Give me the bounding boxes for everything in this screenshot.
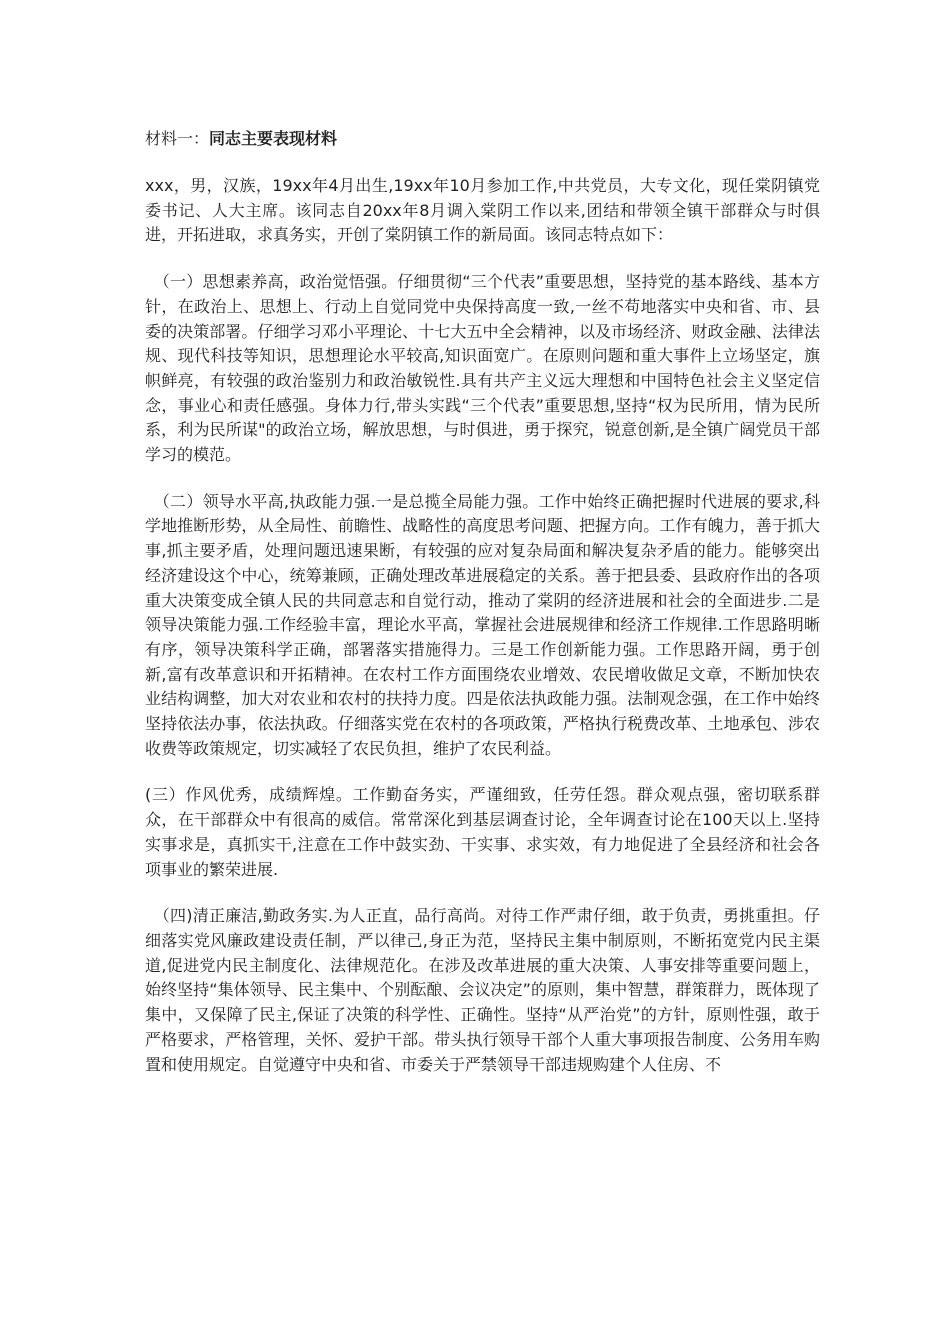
title-prefix: 材料一：: [145, 129, 210, 148]
section-four-paragraph: （四)清正廉洁,勤政务实.为人正直，品行高尚。对待工作严肃仔细，敢于负责，勇挑重担。仔细落实党风廉政建设责任制，严以律己,身正为范，坚持民主集中制原则，不断拓宽党内民主渠道,促进党内民主制度化、法律规范化。在涉及改革进展的重大决策、人事安排等重要问题上，始终坚持“集体领导、民主集中、个别酝酿、会议决定”的原则，集中智慧，群策群力，既体现了集中，又保障了民主,保证了决策的科学性、正确性。坚持“从严治党”的方针，原则性强，敢于严格要求，严格管理，关怀、爱护干部。带头执行领导干部个人重大事项报告制度、公务用车购置和使用规定。自觉遵守中央和省、市委关于严禁领导干部违规购建个人住房、不: [145, 906, 820, 1074]
title-main: 同志主要表现材料: [209, 129, 338, 148]
section-two-paragraph: （二）领导水平高,执政能力强.一是总揽全局能力强。工作中始终正确把握时代进展的要求,科学地推断形势，从全局性、前瞻性、战略性的高度思考问题、把握方向。工作有魄力，善于抓大事,抓主要矛盾，处理问题迅速果断，有较强的应对复杂局面和解决复杂矛盾的能力。能够突出经济建设这个中心，统筹兼顾，正确处理改革进展稳定的关系。善于把县委、县政府作出的各项重大决策变成全镇人民的共同意志和自觉行动，推动了棠阴的经济进展和社会的全面进步.二是领导决策能力强.工作经验丰富，理论水平高，掌握社会进展规律和经济工作规律.工作思路明晰有序，领导决策科学正确，部署落实措施得力。三是工作创新能力强。工作思路开阔，勇于创新,富有改革意识和开拓精神。在农村工作方面围绕农业增效、农民增收做足文章，不断加快农业结构调整，加大对农业和农村的扶持力度。四是依法执政能力强。法制观念强，在工作中始终坚持依法办事，依法执政。仔细落实党在农村的各项政策，严格执行税费改革、土地承包、涉农收费等政策规定，切实减轻了农民负担，维护了农民利益。: [145, 491, 820, 758]
intro-paragraph: xxx，男，汉族，19xx年4月出生,19xx年10月参加工作,中共党员，大专文化，现任棠阴镇党委书记、人大主席。该同志自20xx年8月调入棠阴工作以来,团结和带领全镇干部群众与时俱进，开拓进取，求真务实，开创了棠阴镇工作的新局面。该同志特点如下：: [145, 176, 820, 245]
section-three-paragraph: (三）作风优秀，成绩辉煌。工作勤奋务实，严谨细致，任劳任怨。群众观点强，密切联系群众，在干部群众中有很高的威信。常常深化到基层调查讨论，全年调查讨论在100天以上.坚持实事求是，真抓实干,注意在工作中鼓实劲、干实事、求实效，有力地促进了全县经济和社会各项事业的繁荣进展.: [145, 785, 820, 879]
document-page: [145, 126, 820, 1099]
document-title: [145, 126, 820, 152]
section-one-paragraph: （一）思想素养高，政治觉悟强。仔细贯彻“三个代表”重要思想，坚持党的基本路线、基本方针，在政治上、思想上、行动上自觉同党中央保持高度一致,一丝不苟地落实中央和省、市、县委的决策部署。仔细学习邓小平理论、十七大五中全会精神，以及市场经济、财政金融、法律法规、现代科技等知识，思想理论水平较高,知识面宽广。在原则问题和重大事件上立场坚定，旗帜鲜亮，有较强的政治鉴别力和政治敏锐性.具有共产主义远大理想和中国特色社会主义坚定信念，事业心和责任感强。身体力行,带头实践“三个代表”重要思想,坚持“权为民所用，情为民所系，利为民所谋"的政治立场，解放思想，与时俱进，勇于探究，锐意创新,是全镇广阔党员干部学习的模范。: [145, 272, 820, 465]
